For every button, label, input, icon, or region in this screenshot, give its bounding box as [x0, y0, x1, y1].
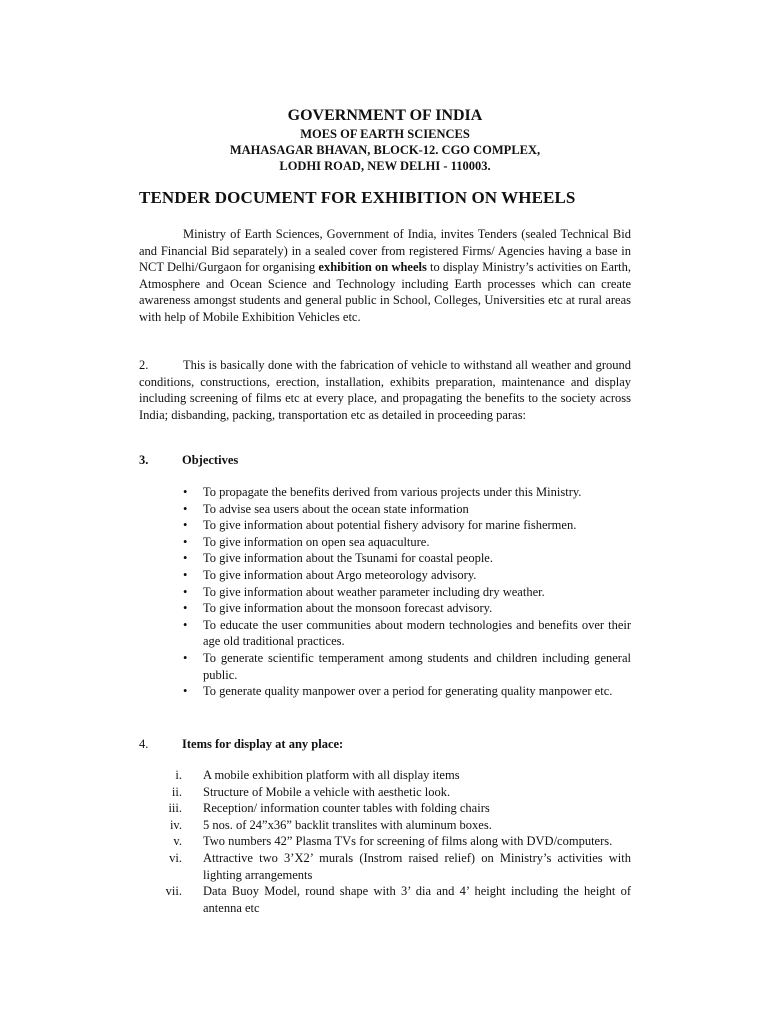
item-number: v. [173, 834, 182, 849]
intro-paragraph [139, 226, 631, 326]
list-item [139, 817, 631, 834]
item-text: Reception/ information counter tables with folding chairs [203, 801, 490, 816]
item-number: ii. [171, 784, 182, 799]
list-item [139, 850, 631, 883]
list-item [139, 883, 631, 916]
item-number: iii. [168, 801, 182, 816]
intro-text-after: to display Ministry’s activities on Earth, Atmosphere and Ocean Science and Technology including Earth processes which can create awareness amongst students and general public in School, Colleges, Universities etc at rural areas with help of Mobile Exhibition Vehicles etc. [139, 260, 631, 324]
list-item [139, 784, 631, 801]
list-item: • To generate scientific temperament among students and children including general public. [183, 650, 631, 683]
paragraph-2-text: This is basically done with the fabrication of vehicle to withstand all weather and ground conditions, constructions, erection, installation, exhibits preparation, maintenance and display including screening of films etc at every place, and propagating the benefits to the society across India; disbanding, packing, transportation etc as detailed in proceeding paras: [139, 358, 631, 422]
list-item: • To propagate the benefits derived from various projects under this Ministry. [183, 484, 631, 501]
item-text: A mobile exhibition platform with all display items [203, 768, 460, 782]
paragraph-2-number: 2. [139, 358, 149, 372]
letterhead [0, 106, 770, 174]
intro-text-bold: exhibition on wheels [318, 260, 427, 275]
section-3-heading [139, 452, 631, 469]
intro-text-before: Ministry of Earth Sciences, Government of India, invites Tenders (sealed Technical Bid and Financial Bid separately) in a sealed cover from registered Firms/ Agencies having a base in NCT Delhi/Gurgaon for organising [139, 227, 631, 275]
government-title: GOVERNMENT OF INDIA [287, 107, 483, 124]
item-number: vii. [165, 884, 182, 899]
list-item [139, 767, 631, 784]
list-item: • To advise sea users about the ocean state information [183, 501, 631, 518]
item-number: i. [175, 768, 182, 782]
list-item: • To educate the user communities about modern technologies and benefits over their age old traditional practices. [183, 617, 631, 650]
item-text: Two numbers 42” Plasma TVs for screening of films along with DVD/computers. [203, 834, 613, 849]
list-item: • To give information about weather parameter including dry weather. [183, 584, 631, 601]
item-text: Data Buoy Model, round shape with 3’ dia and 4’ height including the height of antenna etc [203, 884, 631, 915]
list-item: • To give information about the Tsunami for coastal people. [183, 550, 631, 567]
item-text: Attractive two 3’X2’ murals (Instrom raised relief) on Ministry’s activities with lighting arrangements [203, 850, 631, 882]
section-3-number: 3. [139, 453, 149, 467]
item-text: 5 nos. of 24”x36” backlit translites with aluminum boxes. [203, 817, 492, 832]
display-items-list [139, 767, 631, 916]
item-number: vi. [169, 850, 182, 865]
section-3-title: Objectives [182, 453, 239, 467]
paragraph-2 [139, 357, 631, 423]
list-item [139, 800, 631, 817]
item-text: Structure of Mobile a vehicle with aesthetic look. [203, 784, 451, 799]
list-item: • To give information about Argo meteorology advisory. [183, 567, 631, 584]
section-4-number: 4. [139, 737, 149, 751]
section-4-heading [139, 736, 631, 753]
list-item: • To give information about potential fishery advisory for marine fishermen. [183, 517, 631, 534]
address-line-2: LODHI ROAD, NEW DELHI - 110003. [279, 159, 491, 173]
document-title: TENDER DOCUMENT FOR EXHIBITION ON WHEELS [139, 188, 576, 207]
section-4-title: Items for display at any place: [182, 737, 344, 751]
list-item: • To give information about the monsoon forecast advisory. [183, 600, 631, 617]
list-item [139, 833, 631, 850]
objectives-list [183, 484, 631, 700]
ministry-name: MOES OF EARTH SCIENCES [300, 127, 470, 141]
list-item: • To give information on open sea aquaculture. [183, 534, 631, 551]
address-line-1: MAHASAGAR BHAVAN, BLOCK-12. CGO COMPLEX, [229, 143, 541, 157]
list-item: • To generate quality manpower over a period for generating quality manpower etc. [183, 683, 631, 700]
item-number: iv. [169, 817, 182, 832]
